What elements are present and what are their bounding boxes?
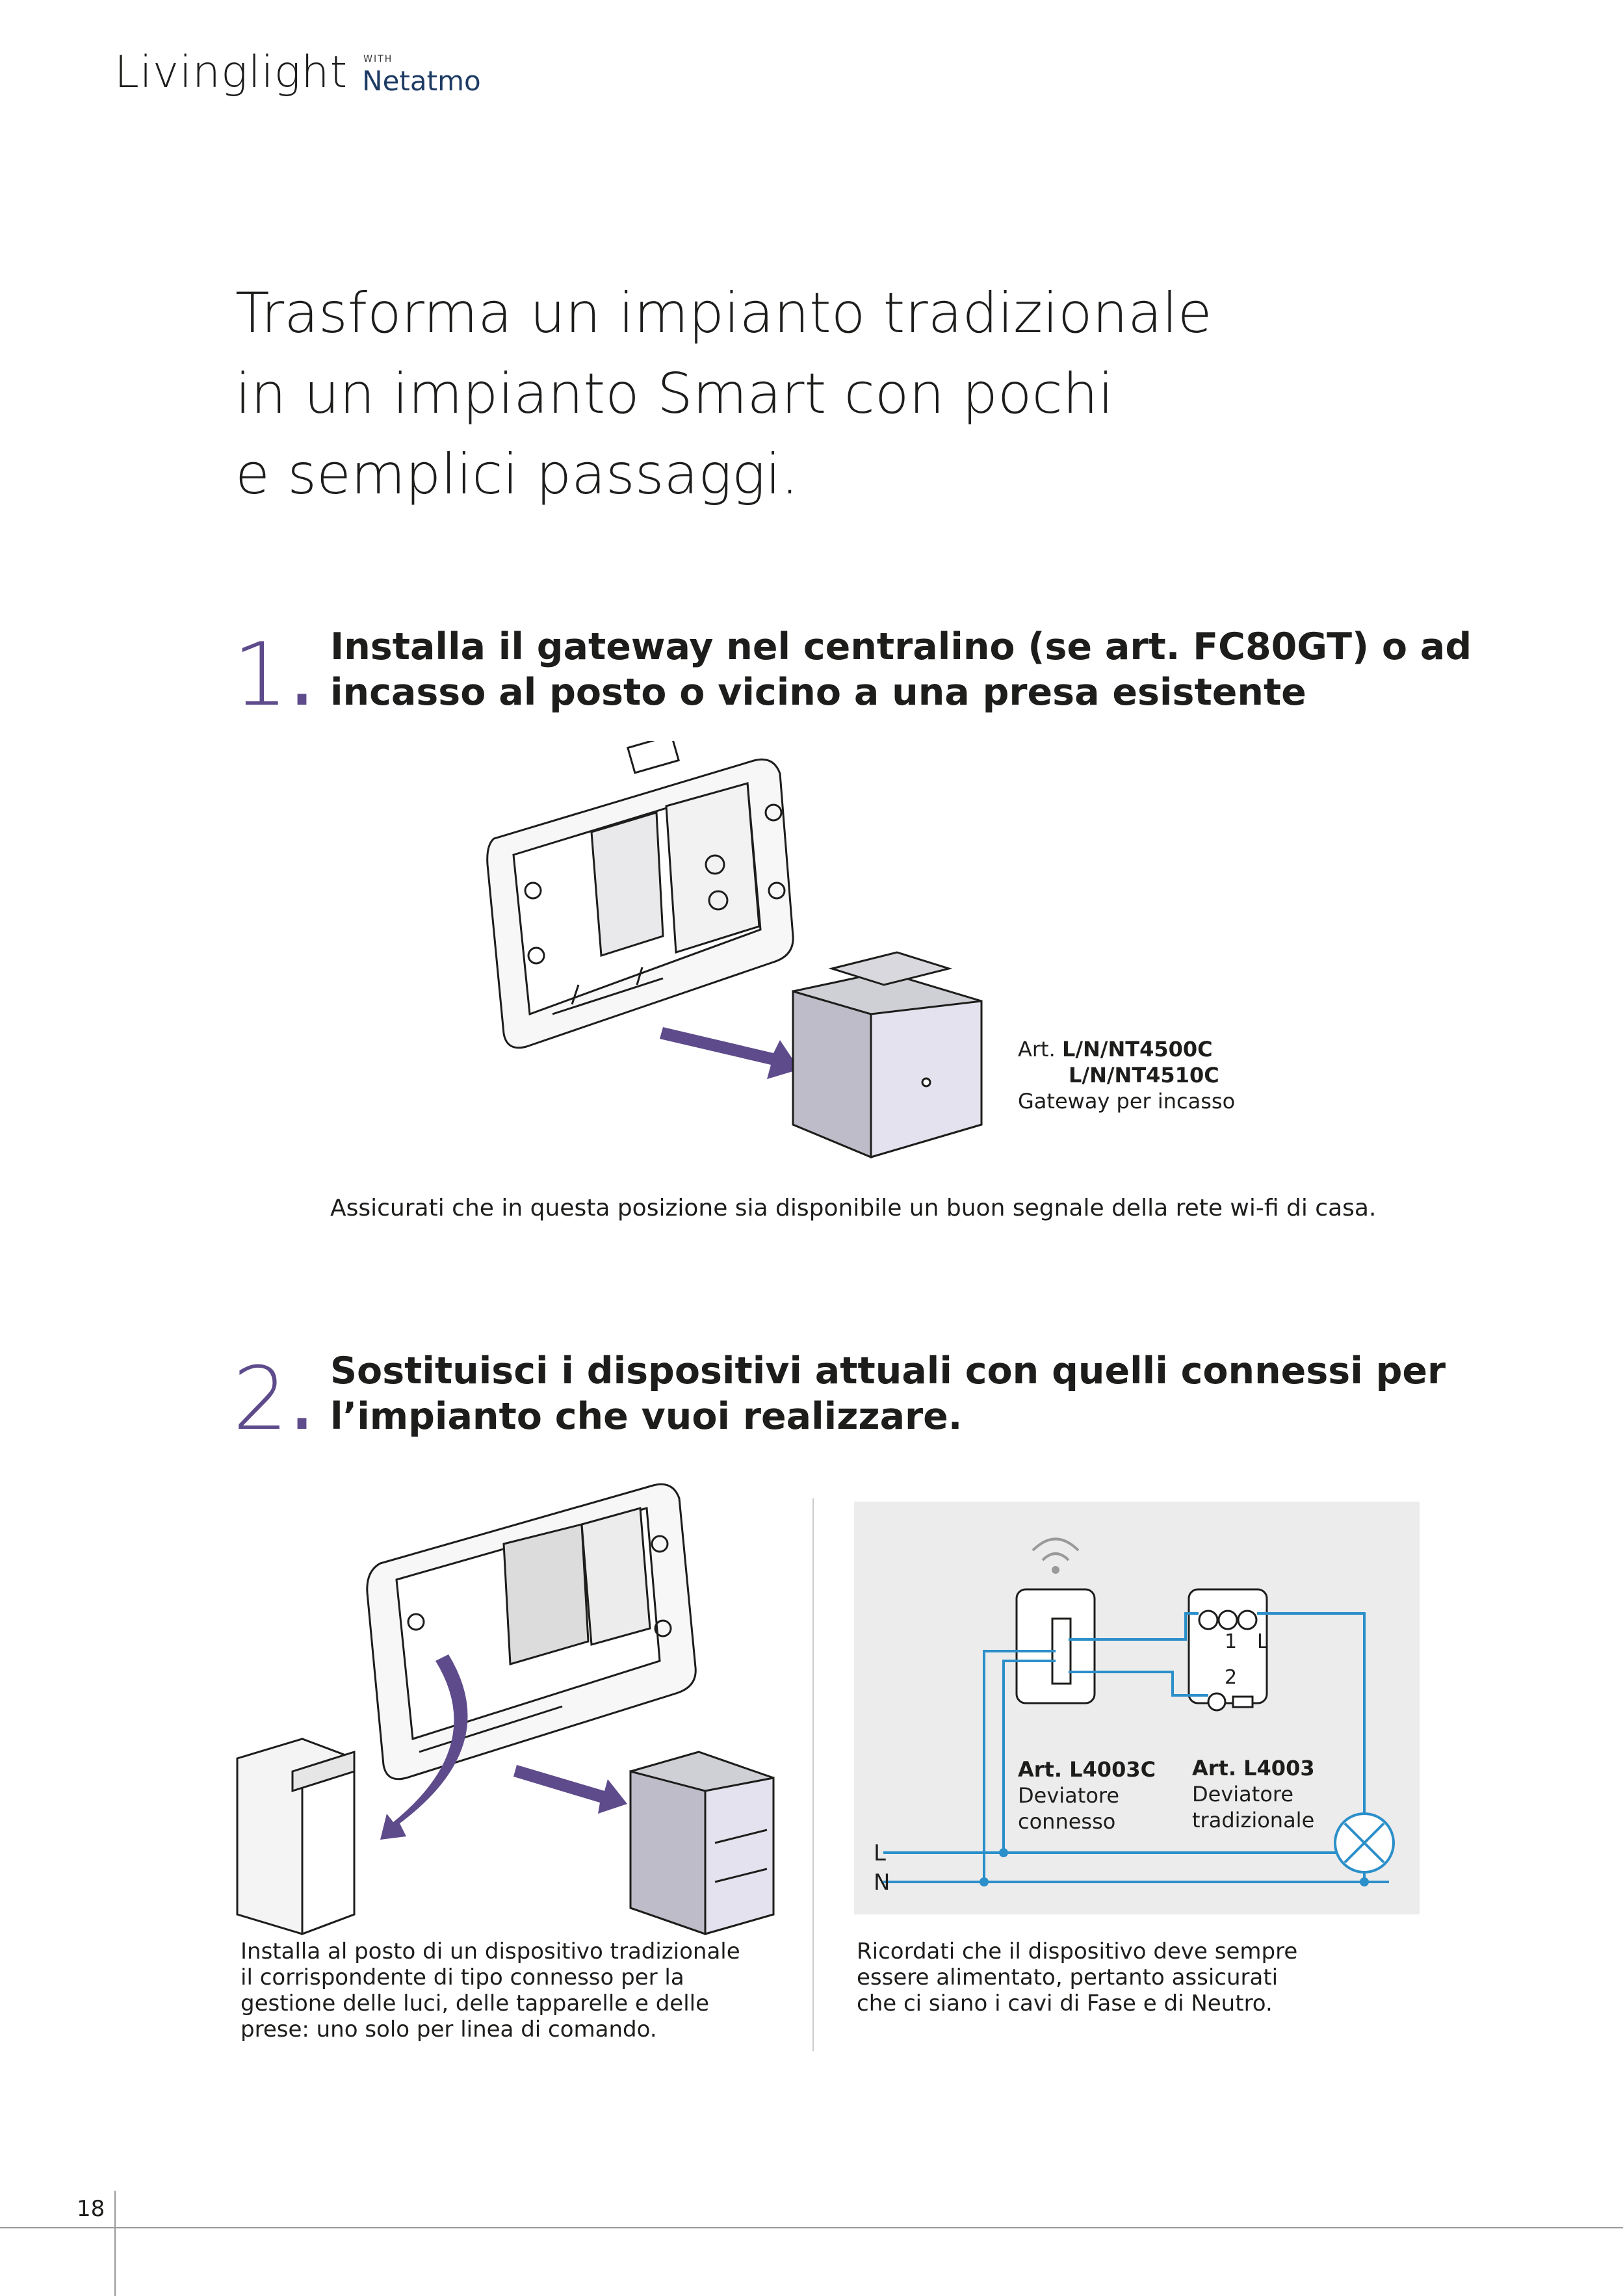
headline-line: e semplici passaggi. — [235, 442, 799, 507]
lamp-icon — [1335, 1814, 1394, 1872]
step1-note — [330, 1195, 1376, 1222]
brand-with: WITH — [363, 54, 393, 64]
step2-left-line: gestione delle luci, delle tapparelle e delle — [240, 1990, 710, 2016]
step1-title-line: incasso al posto o vicino a una presa esistente — [330, 671, 1306, 714]
gateway-install-illustration — [468, 741, 1027, 1170]
step2-left-line: prese: uno solo per linea di comando. — [240, 2016, 657, 2042]
step2-right-line: Ricordati che il dispositivo deve sempre — [857, 1938, 1298, 1964]
step1-article — [1018, 1036, 1235, 1114]
step1-art-code: L/N/NT4500C — [1061, 1037, 1213, 1062]
device-swap-illustration — [231, 1466, 803, 1940]
step2-left-text — [240, 1938, 740, 2042]
step2-number-dot: . — [288, 1348, 316, 1450]
wifi-dot — [1052, 1566, 1059, 1574]
step1-art-prefix: Art. — [1018, 1037, 1056, 1062]
line-N-label: N — [874, 1870, 890, 1896]
headline-line: Trasforma un impianto tradizionale — [235, 281, 1212, 346]
brand-logo — [114, 47, 481, 98]
brand-partner — [362, 54, 481, 97]
wires — [883, 1613, 1389, 1882]
device1-art: Art. L4003C — [1018, 1757, 1156, 1782]
step2-left-line: il corrispondente di tipo connesso per la — [240, 1964, 684, 1990]
step1-title — [330, 624, 1472, 715]
step2-right-text — [857, 1938, 1297, 2016]
wiring-diagram — [854, 1502, 1420, 1914]
device1-desc: Deviatore — [1018, 1783, 1120, 1808]
device2-desc: Deviatore — [1192, 1782, 1294, 1807]
device2-desc: tradizionale — [1192, 1808, 1315, 1833]
column-divider — [812, 1498, 814, 2051]
page-number: 18 — [77, 2196, 105, 2222]
wifi-icon — [1033, 1539, 1078, 1561]
footer-rule — [0, 2227, 1623, 2228]
step2-title-line: l’impianto che vuoi realizzare. — [330, 1395, 963, 1438]
step1-note-text: Assicurati che in questa posizione sia disponibile un buon segnale della rete wi-fi di casa. — [330, 1195, 1377, 1221]
line-L-label: L — [874, 1840, 886, 1866]
brand-name: Livinglight — [114, 47, 348, 98]
step2-title — [330, 1348, 1446, 1439]
terminal-label: 2 — [1225, 1666, 1238, 1689]
insert-arrow — [660, 1027, 799, 1079]
step2-right-line: essere alimentato, pertanto assicurati — [857, 1964, 1279, 1990]
page-headline — [235, 273, 1340, 515]
device1-desc: connesso — [1018, 1809, 1116, 1834]
step1-art-code: L/N/NT4510C — [1069, 1063, 1219, 1088]
step1-art-desc: Gateway per incasso — [1018, 1089, 1236, 1114]
brand-partner-name: Netatmo — [362, 65, 481, 97]
step1-number-dot: . — [288, 624, 316, 725]
step1-number-digit: 1 — [233, 624, 289, 725]
step2-right-line: che ci siano i cavi di Fase e di Neutro. — [857, 1990, 1273, 2016]
step1-title-line: Installa il gateway nel centralino (se art. FC80GT) o ad — [330, 625, 1472, 668]
device1-caption — [1018, 1756, 1156, 1834]
device2-caption — [1192, 1755, 1315, 1833]
step2-number-digit: 2 — [233, 1348, 289, 1450]
footer-vertical-rule — [114, 2191, 116, 2296]
step2-left-line: Installa al posto di un dispositivo tradizionale — [240, 1938, 740, 1964]
terminal-label: L — [1257, 1630, 1268, 1653]
step2-number — [233, 1348, 316, 1450]
device2-art: Art. L4003 — [1192, 1756, 1315, 1781]
headline-line: in un impianto Smart con pochi — [235, 361, 1114, 426]
step1-number — [233, 624, 316, 725]
insert-arrow — [513, 1765, 627, 1814]
connected-switch-symbol — [1017, 1589, 1095, 1703]
terminal-label: 1 — [1225, 1630, 1238, 1653]
step2-title-line: Sostituisci i dispositivi attuali con quelli connessi per — [330, 1350, 1446, 1392]
